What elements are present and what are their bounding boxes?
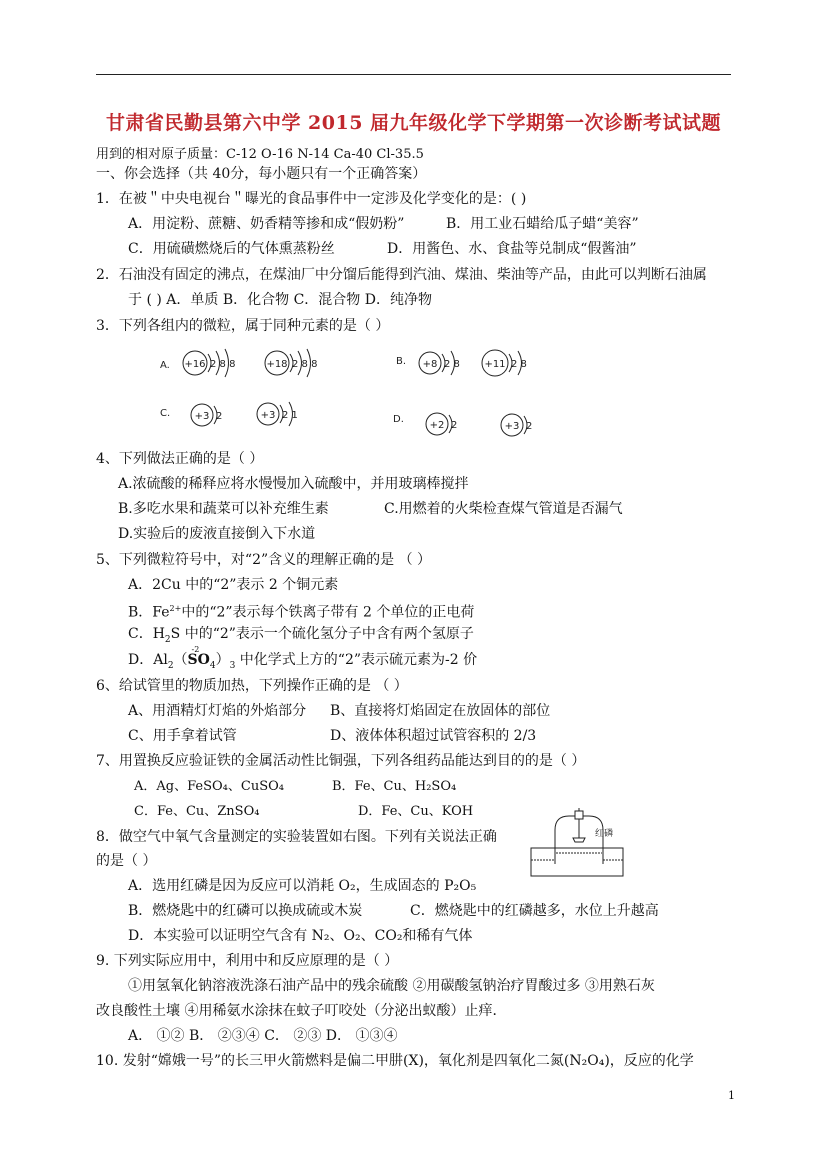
- question-7-option-b: B．Fe、Cu、H₂SO₄: [332, 779, 457, 794]
- atomic-masses: 用到的相对原子质量：C-12 O-16 N-14 Ca-40 Cl-35.5: [96, 147, 424, 162]
- b1-shells: 2 8: [444, 359, 460, 370]
- question-7-option-d: D．Fe、Cu、KOH: [358, 804, 474, 819]
- question-9-line-2: 改良酸性土壤 ④用稀氨水涂抹在蚊子叮咬处（分泌出蚁酸）止痒．: [96, 1003, 507, 1019]
- question-8-stem-2: 的是（ ）: [96, 853, 157, 869]
- figure-label: 红磷: [595, 829, 614, 839]
- question-9-options: A． ①② B． ②③④ C． ②③ D． ①③④: [128, 1028, 398, 1044]
- question-8-option-d: D．本实验可以证明空气含有 N₂、O₂、CO₂和稀有气体: [128, 928, 473, 944]
- a1-nucleus: +16: [184, 359, 206, 370]
- question-10-line-1: 10. 发射“嫦娥一号”的长三甲火箭燃料是偏二甲肼(X)，氧化剂是四氧化二氮(N₂O₄)，反应的化学: [96, 1053, 694, 1069]
- question-2-line-1: 2．石油没有固定的沸点，在煤油厂中分馏后能得到汽油、煤油、柴油等产品，由此可以判断石油属: [96, 267, 707, 283]
- c2-nucleus: +3: [260, 410, 276, 421]
- question-6-stem: 6、给试管里的物质加热，下列操作正确的是 （ ）: [96, 678, 408, 694]
- label-c: C.: [160, 408, 171, 419]
- d1-nucleus: +2: [429, 420, 445, 431]
- d1-shells: 2: [451, 420, 458, 431]
- question-4-option-a: A.浓硫酸的稀释应将水慢慢加入硫酸中，并用玻璃棒搅拌: [118, 476, 469, 492]
- c1-shells: 2: [216, 411, 223, 422]
- label-b: B.: [396, 356, 407, 367]
- b1-nucleus: +8: [422, 359, 438, 370]
- page-number: 1: [728, 1089, 735, 1102]
- question-8-option-c: C．燃烧匙中的红磷越多，水位上升越高: [410, 903, 659, 919]
- question-1-stem: 1．在被＂中央电视台＂曝光的食品事件中一定涉及化学变化的是：( ): [96, 191, 527, 207]
- question-6-option-c: C、用手拿着试管: [128, 728, 237, 744]
- question-7-stem: 7、用置换反应验证铁的金属活动性比铜强，下列各组药品能达到目的的是（ ）: [96, 753, 586, 769]
- question-4-stem: 4、下列做法正确的是（ ）: [96, 451, 264, 467]
- d2-shells: 2: [526, 421, 533, 432]
- question-8-option-b: B．燃烧匙中的红磷可以换成硫或木炭: [128, 903, 363, 919]
- question-1-option-a: A．用淀粉、蔗糖、奶香精等掺和成“假奶粉”: [128, 216, 405, 232]
- question-6-option-d: D、液体体积超过试管容积的 2/3: [330, 728, 537, 744]
- question-5-stem: 5、下列微粒符号中，对“2”含义的理解正确的是 （ ）: [96, 552, 432, 568]
- question-4-option-d: D.实验后的废液直接倒入下水道: [118, 526, 316, 542]
- valence-mark: -2: [191, 645, 200, 654]
- question-9-stem: 9. 下列实际应用中，利用中和反应原理的是（ ）: [96, 953, 399, 969]
- b2-shells: 2 8: [511, 359, 527, 370]
- question-1-option-d: D．用酱色、水、食盐等兑制成“假酱油”: [387, 241, 637, 257]
- question-5-option-b: B．$Fe^{2+}$中的“2”表示每个铁离子带有 2 个单位的正电荷: [128, 604, 475, 621]
- question-5-option-a: A．2Cu 中的“2”表示 2 个铜元素: [128, 577, 339, 593]
- a2-shells: 2 8 8: [292, 359, 318, 370]
- question-8-option-a: A．选用红磷是因为反应可以消耗 O₂，生成固态的 P₂O₅: [128, 878, 477, 894]
- question-4-option-b: B.多吃水果和蔬菜可以补充维生素: [118, 501, 329, 517]
- question-8-stem-1: 8．做空气中氧气含量测定的实验装置如右图。下列有关说法正确: [96, 829, 497, 845]
- question-7-option-c: C．Fe、Cu、ZnSO₄: [134, 804, 260, 819]
- question-9-line-1: ①用氢氧化钠溶液洗涤石油产品中的残余硫酸 ②用碳酸氢钠治疗胃酸过多 ③用熟石灰: [128, 978, 655, 994]
- question-2-line-2: 于 ( ) A．单质 B．化合物 C．混合物 D．纯净物: [128, 292, 432, 308]
- question-1-option-b: B．用工业石蜡给瓜子蜡“美容”: [446, 216, 639, 232]
- section-heading: 一、你会选择（共 40分，每小题只有一个正确答案）: [96, 166, 427, 182]
- a2-nucleus: +18: [266, 359, 288, 370]
- question-4-option-c: C.用燃着的火柴检查煤气管道是否漏气: [384, 501, 623, 517]
- question-5-option-c: C．$H_2S$ 中的“2”表示一个硫化氢分子中含有两个氢原子: [128, 626, 474, 645]
- question-7-option-a: A．Ag、FeSO₄、CuSO₄: [134, 779, 284, 794]
- b2-nucleus: +11: [484, 359, 506, 370]
- a1-shells: 2 8 8: [210, 359, 236, 370]
- d2-nucleus: +3: [504, 421, 520, 432]
- page-title: 甘肃省民勤县第六中学 2015 届九年级化学下学期第一次诊断考试试题: [105, 112, 722, 134]
- question-5-option-d: D．$Al_2$（ -2 $SO_4)_3$ 中化学式上方的“2”表示硫元素为-2 价: [128, 651, 477, 675]
- question-1-option-c: C．用硫磺燃烧后的气体熏蒸粉丝: [128, 241, 335, 257]
- question-6-option-a: A、用酒精灯灯焰的外焰部分: [128, 703, 307, 719]
- question-3-stem: 3．下列各组内的微粒，属于同种元素的是（ ）: [96, 318, 390, 334]
- oxygen-experiment-apparatus: [527, 808, 627, 878]
- header-rule: [96, 74, 731, 75]
- label-d: D.: [393, 414, 404, 425]
- c2-shells: 2 1: [282, 410, 298, 421]
- label-a: A.: [160, 360, 170, 371]
- atomic-structure-diagrams: [150, 342, 560, 447]
- c1-nucleus: +3: [194, 411, 210, 422]
- question-6-option-b: B、直接将灯焰固定在放固体的部位: [330, 703, 551, 719]
